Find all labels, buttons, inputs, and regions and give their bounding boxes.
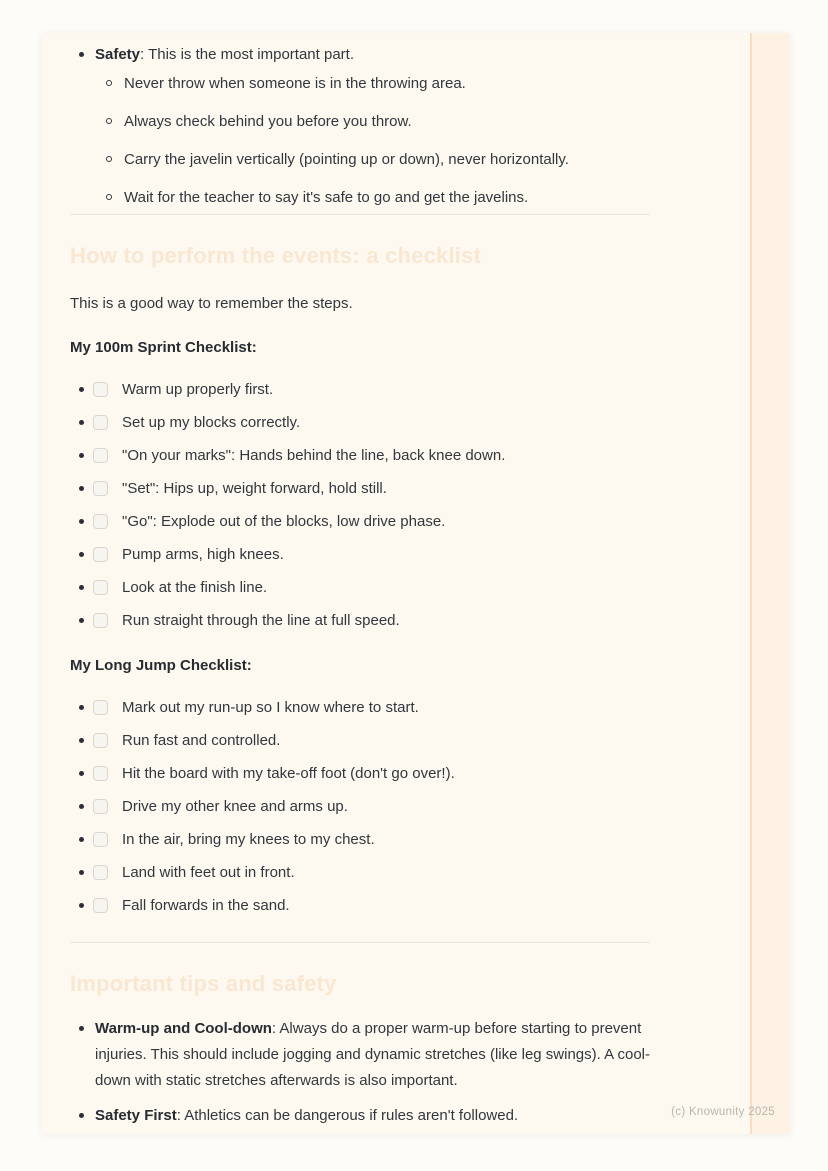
checkbox[interactable] xyxy=(93,700,108,715)
checkbox[interactable] xyxy=(93,382,108,397)
sub-list-item xyxy=(95,187,650,208)
copyright-notice: (c) Knowunity 2025 xyxy=(671,1106,775,1118)
checklist-item-label: Run fast and controlled. xyxy=(122,732,281,749)
checkbox[interactable] xyxy=(93,799,108,814)
checklist-item-label: Warm up properly first. xyxy=(122,381,274,398)
tip-item-text: : Always do a proper warm-up before starting to prevent injuries. This should include jogging and dynamic stretches (like leg swings). A cool-down with static stretches afterwards is also important. xyxy=(95,1020,651,1089)
sprint-checklist-title: My 100m Sprint Checklist: xyxy=(70,339,257,356)
checklist-item xyxy=(70,697,650,718)
checklist-item-label: Land with feet out in front. xyxy=(122,864,295,881)
checklist-item-label: Set up my blocks correctly. xyxy=(122,414,301,431)
checklist-item xyxy=(70,763,650,784)
checklist-item-label: Pump arms, high knees. xyxy=(122,546,284,563)
document-page xyxy=(42,33,790,1134)
checkbox[interactable] xyxy=(93,766,108,781)
section-divider xyxy=(70,214,650,215)
checklist-item xyxy=(70,478,650,499)
checkbox[interactable] xyxy=(93,415,108,430)
checklist-item xyxy=(70,511,650,532)
safety-lead-rest: : This is the most important part. xyxy=(140,46,355,63)
checkbox[interactable] xyxy=(93,898,108,913)
checklist-item-label: "Set": Hips up, weight forward, hold still. xyxy=(122,480,387,497)
checklist-item-label: Fall forwards in the sand. xyxy=(122,897,290,914)
checklist-item-label: Hit the board with my take-off foot (don't go over!). xyxy=(122,765,455,782)
checklist-item xyxy=(70,544,650,565)
checklist-item xyxy=(70,796,650,817)
checklist-item xyxy=(70,445,650,466)
checkbox[interactable] xyxy=(93,547,108,562)
sub-list-item-text: Carry the javelin vertically (pointing up or down), never horizontally. xyxy=(124,151,569,168)
checkbox[interactable] xyxy=(93,481,108,496)
long-jump-checklist xyxy=(70,697,650,916)
checklist-item xyxy=(70,862,650,883)
checklist-item xyxy=(70,379,650,400)
list-item xyxy=(70,1103,650,1129)
safety-intro-list xyxy=(70,44,650,208)
sub-list-item xyxy=(95,111,650,132)
safety-lead-bold: Safety xyxy=(95,46,141,63)
safety-sub-list xyxy=(95,73,650,208)
sub-list-item-text: Always check behind you before you throw. xyxy=(124,113,412,130)
checklist-item-label: Run straight through the line at full speed. xyxy=(122,612,400,629)
tip-item-text: : Athletics can be dangerous if rules aren't followed. xyxy=(176,1107,519,1124)
sprint-checklist xyxy=(70,379,650,631)
checklist-item xyxy=(70,730,650,751)
checkbox[interactable] xyxy=(93,514,108,529)
sub-list-item-text: Never throw when someone is in the throwing area. xyxy=(124,75,466,92)
checkbox[interactable] xyxy=(93,733,108,748)
list-item xyxy=(70,44,650,208)
list-item xyxy=(70,1016,650,1094)
checkbox[interactable] xyxy=(93,832,108,847)
checkbox[interactable] xyxy=(93,448,108,463)
checklist-item xyxy=(70,895,650,916)
sub-list-item xyxy=(95,149,650,170)
checkbox[interactable] xyxy=(93,865,108,880)
checklist-item xyxy=(70,577,650,598)
checklist-item-label: Mark out my run-up so I know where to start. xyxy=(122,699,419,716)
section-heading-how-to: How to perform the events: a checklist xyxy=(70,243,482,268)
checklist-item xyxy=(70,412,650,433)
tip-item-bold: Safety First xyxy=(95,1107,177,1124)
checklist-item-label: "On your marks": Hands behind the line, back knee down. xyxy=(122,447,506,464)
checklist-item-label: In the air, bring my knees to my chest. xyxy=(122,831,375,848)
checkbox[interactable] xyxy=(93,580,108,595)
tips-list xyxy=(70,1016,650,1129)
checklist-item xyxy=(70,610,650,631)
sub-list-item-text: Wait for the teacher to say it's safe to go and get the javelins. xyxy=(124,189,529,206)
checklist-item xyxy=(70,829,650,850)
scrollbar-track[interactable] xyxy=(750,33,790,1134)
section-divider xyxy=(70,942,650,943)
checklist-item-label: Drive my other knee and arms up. xyxy=(122,798,348,815)
section-intro-text: This is a good way to remember the steps. xyxy=(70,295,353,312)
checkbox[interactable] xyxy=(93,613,108,628)
sub-list-item xyxy=(95,73,650,94)
long-jump-checklist-title: My Long Jump Checklist: xyxy=(70,657,252,674)
checklist-item-label: Look at the finish line. xyxy=(122,579,268,596)
section-heading-tips: Important tips and safety xyxy=(70,971,337,996)
tip-item-bold: Warm-up and Cool-down xyxy=(95,1020,272,1037)
page-content xyxy=(42,33,650,1129)
checklist-item-label: "Go": Explode out of the blocks, low drive phase. xyxy=(122,513,446,530)
